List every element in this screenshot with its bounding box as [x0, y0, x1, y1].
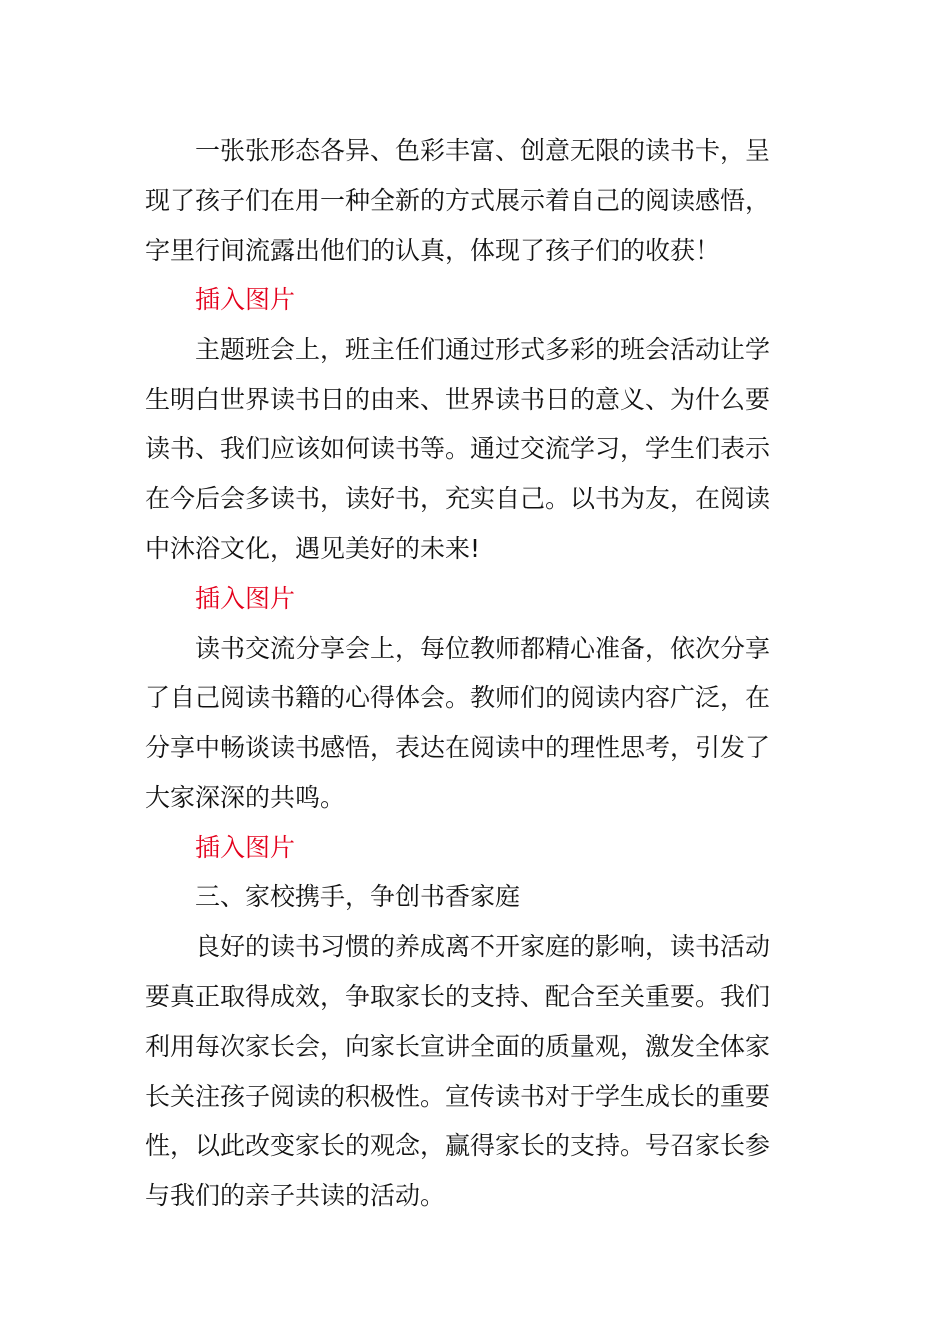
paragraph-3-line-1: 读书交流分享会上，每位教师都精心准备，依次分享 — [195, 634, 771, 663]
paragraph-4-line-1: 良好的读书习惯的养成离不开家庭的影响，读书活动 — [195, 932, 771, 961]
paragraph-1-line-2: 现了孩子们在用一种全新的方式展示着自己的阅读感悟， — [145, 186, 771, 215]
paragraph-1-line-3: 字里行间流露出他们的认真，体现了孩子们的收获！ — [145, 236, 721, 265]
paragraph-4-line-5: 性，以此改变家长的观念，赢得家长的支持。号召家长参 — [145, 1131, 771, 1160]
paragraph-2-line-1: 主题班会上，班主任们通过形式多彩的班会活动让学 — [195, 335, 771, 364]
paragraph-2-line-2: 生明白世界读书日的由来、世界读书日的意义、为什么要 — [145, 385, 771, 414]
paragraph-4-line-6: 与我们的亲子共读的活动。 — [145, 1181, 446, 1210]
paragraph-1-line-1: 一张张形态各异、色彩丰富、创意无限的读书卡，呈 — [195, 136, 771, 165]
paragraph-4-line-4: 长关注孩子阅读的积极性。宣传读书对于学生成长的重要 — [145, 1082, 771, 1111]
paragraph-2-line-3: 读书、我们应该如何读书等。通过交流学习，学生们表示 — [145, 434, 771, 463]
paragraph-3-line-4: 大家深深的共鸣。 — [145, 783, 346, 812]
paragraph-4-line-2: 要真正取得成效，争取家长的支持、配合至关重要。我们 — [145, 982, 771, 1011]
paragraph-3-line-3: 分享中畅谈读书感悟，表达在阅读中的理性思考，引发了 — [145, 733, 771, 762]
image-placeholder-1: 插入图片 — [195, 285, 296, 314]
image-placeholder-2: 插入图片 — [195, 584, 296, 613]
paragraph-4-line-3: 利用每次家长会，向家长宣讲全面的质量观，激发全体家 — [145, 1032, 771, 1061]
paragraph-3-line-2: 了自己阅读书籍的心得体会。教师们的阅读内容广泛，在 — [145, 683, 771, 712]
paragraph-2-line-4: 在今后会多读书，读好书，充实自己。以书为友，在阅读 — [145, 484, 771, 513]
paragraph-2-line-5: 中沐浴文化，遇见美好的未来! — [145, 534, 481, 563]
image-placeholder-3: 插入图片 — [195, 833, 296, 862]
section-heading: 三、家校携手，争创书香家庭 — [195, 882, 521, 911]
